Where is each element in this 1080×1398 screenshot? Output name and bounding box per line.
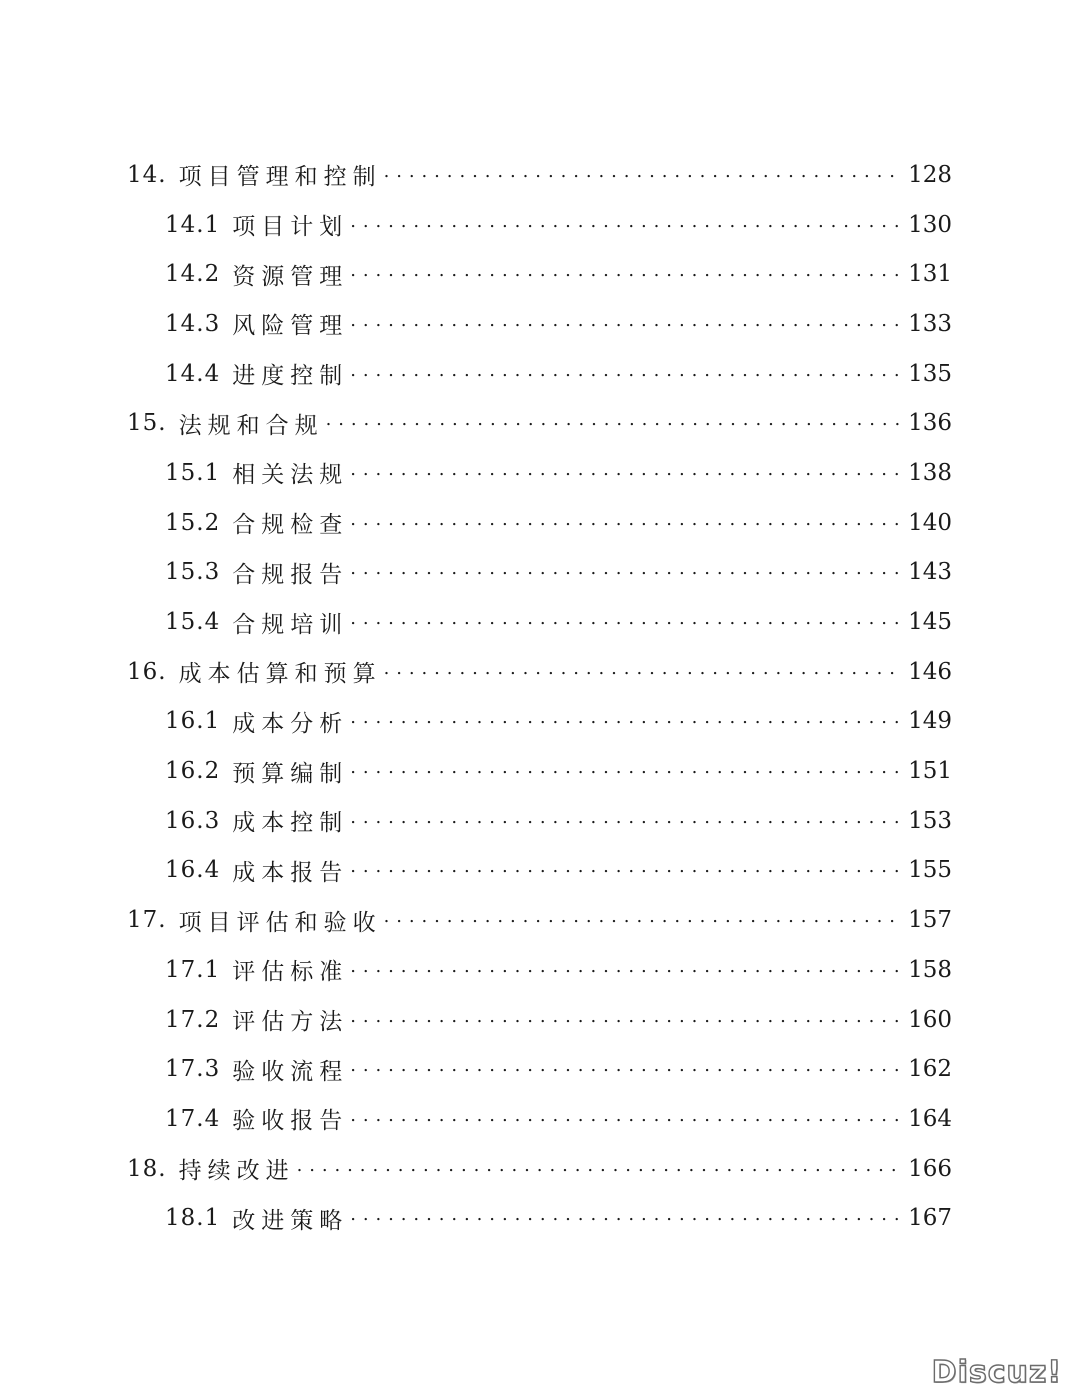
toc-dot-leader: [384, 160, 903, 190]
toc-entry-page: 167: [908, 1205, 952, 1232]
toc-dot-leader: [350, 458, 902, 488]
toc-entry-page: 155: [908, 857, 952, 884]
toc-entry-number: 15.4: [165, 609, 221, 636]
toc-entry-page: 153: [908, 807, 952, 834]
toc-entry-page: 151: [908, 758, 952, 785]
toc-entry[interactable]: [0, 1094, 1080, 1144]
toc-entry-page: 136: [908, 410, 952, 437]
toc-entry-page: 135: [908, 360, 952, 387]
toc-entry-page: 157: [908, 907, 952, 934]
toc-dot-leader: [350, 706, 902, 736]
toc-entry[interactable]: [0, 895, 1080, 945]
toc-entry-title: 成本分析: [232, 710, 349, 737]
toc-dot-leader: [350, 756, 902, 786]
toc-dot-leader: [350, 359, 902, 389]
toc-entry-number: 16.2: [165, 758, 221, 785]
discuz-watermark: Discuz!: [931, 1355, 1062, 1390]
toc-entry[interactable]: [0, 1144, 1080, 1194]
toc-entry-title: 成本估算和预算: [178, 661, 382, 688]
toc-entry[interactable]: [0, 349, 1080, 399]
toc-dot-leader: [297, 1154, 903, 1184]
toc-entry-page: 128: [908, 161, 952, 188]
toc-dot-leader: [384, 657, 903, 687]
toc-entry-title: 项目管理和控制: [178, 164, 382, 191]
toc-entry-page: 130: [908, 211, 952, 238]
toc-entry-number: 17.2: [165, 1006, 221, 1033]
toc-entry-title: 项目评估和验收: [178, 909, 382, 936]
toc-entry-number: 15.3: [165, 559, 221, 586]
toc-dot-leader: [350, 259, 902, 289]
toc-entry-title: 资源管理: [232, 263, 349, 290]
toc-entry-page: 164: [908, 1105, 952, 1132]
toc-entry[interactable]: [0, 249, 1080, 299]
toc-entry-number: 15.: [127, 410, 167, 437]
toc-entry-title: 合规培训: [232, 611, 349, 638]
toc-entry[interactable]: [0, 1193, 1080, 1243]
toc-entry[interactable]: [0, 448, 1080, 498]
toc-entry-number: 15.2: [165, 509, 221, 536]
toc-entry[interactable]: [0, 548, 1080, 598]
toc-dot-leader: [350, 1054, 902, 1084]
toc-entry-number: 17.1: [165, 956, 221, 983]
toc-entry-title: 合规报告: [232, 561, 349, 588]
toc-entry-number: 14.: [127, 161, 167, 188]
toc-entry[interactable]: [0, 697, 1080, 747]
toc-entry[interactable]: [0, 398, 1080, 448]
toc-entry-number: 17.3: [165, 1056, 221, 1083]
toc-entry[interactable]: [0, 200, 1080, 250]
toc-dot-leader: [350, 1005, 902, 1035]
toc-dot-leader: [350, 557, 902, 587]
toc-entry-title: 持续改进: [178, 1158, 295, 1185]
toc-entry-title: 成本报告: [232, 859, 349, 886]
toc-entry-page: 140: [908, 509, 952, 536]
toc-entry-number: 16.1: [165, 708, 221, 735]
toc-entry[interactable]: [0, 1044, 1080, 1094]
toc-entry-page: 133: [908, 310, 952, 337]
toc-entry-title: 预算编制: [232, 760, 349, 787]
toc-entry-title: 相关法规: [232, 462, 349, 489]
toc-entry-page: 166: [908, 1155, 952, 1182]
toc-entry[interactable]: [0, 647, 1080, 697]
toc-entry-number: 16.4: [165, 857, 221, 884]
toc-entry-title: 项目计划: [232, 214, 349, 241]
toc-entry-title: 进度控制: [232, 363, 349, 390]
toc-entry[interactable]: [0, 299, 1080, 349]
toc-entry[interactable]: [0, 498, 1080, 548]
toc-entry-title: 法规和合规: [178, 412, 324, 439]
toc-entry-title: 验收流程: [232, 1058, 349, 1085]
toc-dot-leader: [350, 210, 902, 240]
toc-entry-page: 160: [908, 1006, 952, 1033]
toc-entry-page: 131: [908, 261, 952, 288]
toc-entry-title: 合规检查: [232, 512, 349, 539]
table-of-contents: [0, 150, 1080, 1243]
toc-dot-leader: [326, 408, 903, 438]
toc-entry-page: 146: [908, 658, 952, 685]
toc-entry-number: 17.: [127, 907, 167, 934]
toc-entry-page: 138: [908, 459, 952, 486]
toc-entry-number: 14.1: [165, 211, 221, 238]
toc-dot-leader: [350, 1104, 902, 1134]
toc-dot-leader: [350, 607, 902, 637]
toc-entry-title: 风险管理: [232, 313, 349, 340]
toc-entry-page: 145: [908, 609, 952, 636]
toc-entry-number: 14.3: [165, 310, 221, 337]
toc-dot-leader: [350, 955, 902, 985]
toc-entry[interactable]: [0, 150, 1080, 200]
toc-entry-number: 17.4: [165, 1105, 221, 1132]
toc-entry-number: 16.: [127, 658, 167, 685]
toc-dot-leader: [350, 806, 902, 836]
toc-entry[interactable]: [0, 597, 1080, 647]
toc-dot-leader: [350, 855, 902, 885]
toc-entry-number: 18.: [127, 1155, 167, 1182]
toc-entry-page: 143: [908, 559, 952, 586]
toc-entry-page: 149: [908, 708, 952, 735]
toc-entry[interactable]: [0, 995, 1080, 1045]
toc-entry-title: 改进策略: [232, 1207, 349, 1234]
toc-entry[interactable]: [0, 746, 1080, 796]
toc-dot-leader: [350, 309, 902, 339]
toc-entry-page: 162: [908, 1056, 952, 1083]
toc-dot-leader: [384, 905, 903, 935]
toc-entry-title: 验收报告: [232, 1108, 349, 1135]
toc-dot-leader: [350, 508, 902, 538]
toc-entry-number: 16.3: [165, 807, 221, 834]
toc-entry-title: 评估方法: [232, 1009, 349, 1036]
toc-entry[interactable]: [0, 796, 1080, 846]
toc-entry-page: 158: [908, 956, 952, 983]
toc-entry-number: 15.1: [165, 459, 221, 486]
toc-entry-title: 评估标准: [232, 959, 349, 986]
toc-dot-leader: [350, 1203, 902, 1233]
toc-entry-number: 14.2: [165, 261, 221, 288]
toc-entry-number: 14.4: [165, 360, 221, 387]
toc-entry-title: 成本控制: [232, 810, 349, 837]
toc-entry[interactable]: [0, 945, 1080, 995]
toc-entry[interactable]: [0, 846, 1080, 896]
toc-entry-number: 18.1: [165, 1205, 221, 1232]
